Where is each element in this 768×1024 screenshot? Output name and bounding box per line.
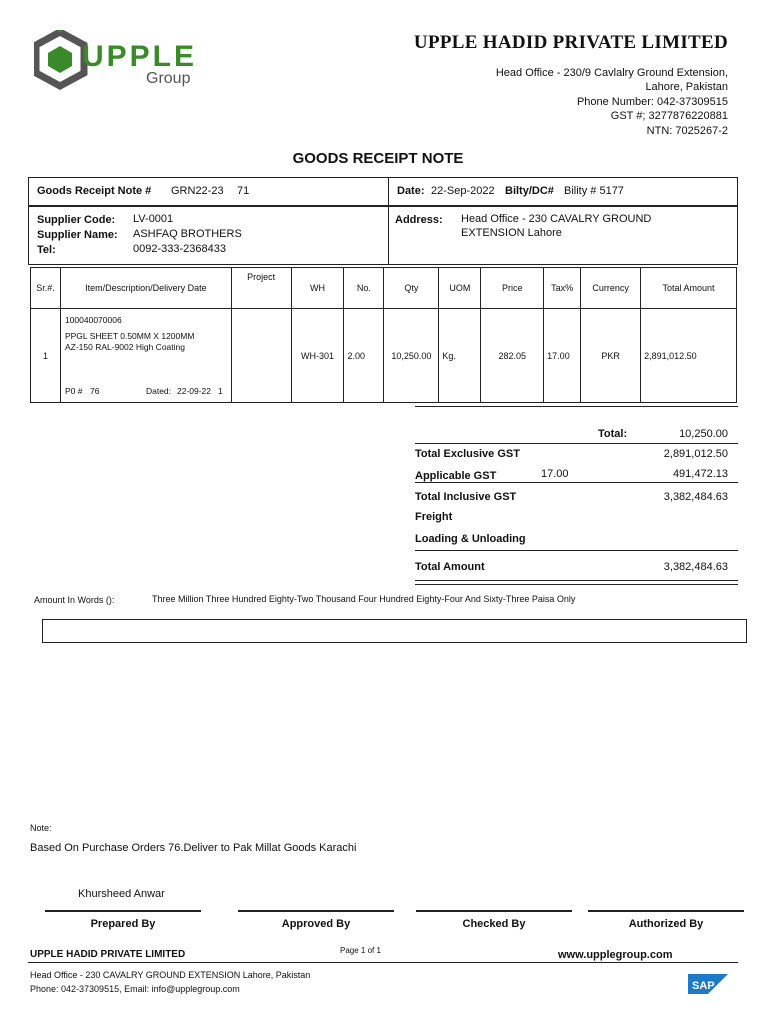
po-number: 76 xyxy=(89,386,100,396)
header-address-line2: Lahore, Pakistan xyxy=(645,81,728,93)
dated-label: Dated: xyxy=(145,386,172,396)
loading-label: Loading & Unloading xyxy=(415,533,526,545)
supplier-name-value: ASHFAQ BROTHERS xyxy=(133,228,242,240)
col-header-total: Total Amount xyxy=(641,268,737,309)
cell-qty: 10,250.00 xyxy=(384,309,439,403)
tel-value: 0092-333-2368433 xyxy=(133,243,226,255)
approved-by-label: Approved By xyxy=(281,918,351,930)
incl-gst-value: 3,382,484.63 xyxy=(663,491,728,503)
page-number: Page 1 of 1 xyxy=(340,946,381,955)
totals-top-line xyxy=(415,406,738,407)
footer-contact: Phone: 042-37309515, Email: info@upplegroup.com xyxy=(30,984,240,994)
prepared-by-name: Khursheed Anwar xyxy=(78,888,165,900)
footer-company: UPPLE HADID PRIVATE LIMITED xyxy=(30,949,186,960)
words-value: Three Million Three Hundred Eighty-Two Thousand Four Hundred Eighty-Four And Sixty-Three Paisa Only xyxy=(152,594,576,604)
total-amount-value: 3,382,484.63 xyxy=(663,561,728,573)
col-header-no: No. xyxy=(344,268,384,309)
checked-by-label: Checked By xyxy=(462,918,526,930)
dated-value: 22-09-22 xyxy=(176,386,211,396)
cell-project xyxy=(231,309,291,403)
cell-sr: 1 xyxy=(31,309,61,403)
date-value: 22-Sep-2022 xyxy=(431,185,495,197)
line-number: 1 xyxy=(217,386,223,396)
cell-item xyxy=(60,309,231,403)
item-code: 100040070006 xyxy=(64,315,122,325)
approved-sig-line xyxy=(238,910,394,912)
tel-label: Tel: xyxy=(37,244,56,256)
bilty-label: Bilty/DC# xyxy=(505,185,554,197)
grn-label: Goods Receipt Note # xyxy=(37,185,152,197)
header-phone: Phone Number: 042-37309515 xyxy=(576,96,728,108)
header-address-line1: Head Office - 230/9 Cavlalry Ground Extension, xyxy=(495,67,728,79)
authorized-sig-line xyxy=(588,910,744,912)
col-header-tax: Tax% xyxy=(544,268,581,309)
logo-text: UPPLE xyxy=(82,40,198,73)
col-header-currency: Currency xyxy=(581,268,641,309)
header-gst: GST #; 3277876220881 xyxy=(610,110,728,122)
grn-number: 71 xyxy=(237,185,250,197)
cell-total: 2,891,012.50 xyxy=(641,309,737,403)
applicable-gst-value: 491,472.13 xyxy=(672,468,728,480)
note-label: Note: xyxy=(30,823,52,833)
remarks-box xyxy=(42,619,747,643)
totals-line xyxy=(415,443,738,444)
cell-no: 2.00 xyxy=(344,309,384,403)
address-line2: EXTENSION Lahore xyxy=(461,227,562,239)
applicable-gst-rate: 17.00 xyxy=(541,468,569,480)
total-qty-value: 10,250.00 xyxy=(679,428,728,440)
authorized-by-label: Authorized By xyxy=(628,918,704,930)
total-qty-label: Total: xyxy=(598,428,628,440)
header-ntn: NTN: 7025267-2 xyxy=(646,125,728,137)
col-header-uom: UOM xyxy=(439,268,481,309)
note-text: Based On Purchase Orders 76.Deliver to Pak Millat Goods Karachi xyxy=(30,842,357,854)
col-header-wh: WH xyxy=(291,268,344,309)
col-header-sr: Sr.#. xyxy=(31,268,61,309)
footer-website[interactable]: www.upplegroup.com xyxy=(558,949,673,961)
supplier-name-label: Supplier Name: xyxy=(37,229,118,241)
sap-logo xyxy=(688,974,728,994)
item-desc-line2: AZ-150 RAL-9002 High Coating xyxy=(64,342,185,352)
double-line-top xyxy=(415,580,738,581)
double-line-bottom xyxy=(415,584,738,585)
table-header-row xyxy=(31,268,737,309)
amount-line xyxy=(415,550,738,551)
po-label: P0 # xyxy=(64,386,83,396)
company-name: UPPLE HADID PRIVATE LIMITED xyxy=(413,32,728,53)
table-row xyxy=(31,309,737,403)
footer-address: Head Office - 230 CAVALRY GROUND EXTENSION Lahore, Pakistan xyxy=(30,970,311,980)
items-table xyxy=(30,267,737,403)
incl-gst-label: Total Inclusive GST xyxy=(415,491,517,503)
date-label: Date: xyxy=(397,185,425,197)
grn-value: GRN22-23 xyxy=(171,185,224,197)
sap-logo-text: SAP xyxy=(692,980,715,992)
logo-group-text: Group xyxy=(146,70,191,87)
cell-uom: Kg. xyxy=(439,309,481,403)
col-header-qty: Qty xyxy=(384,268,439,309)
col-header-price: Price xyxy=(481,268,544,309)
prepared-by-label: Prepared By xyxy=(90,918,156,930)
address-label: Address: xyxy=(395,214,443,226)
cell-currency: PKR xyxy=(581,309,641,403)
checked-sig-line xyxy=(416,910,572,912)
excl-gst-value: 2,891,012.50 xyxy=(663,448,728,460)
footer-line xyxy=(28,962,738,963)
prepared-sig-line xyxy=(45,910,201,912)
freight-label: Freight xyxy=(415,511,453,523)
col-header-item: Item/Description/Delivery Date xyxy=(60,268,231,309)
document-title: GOODS RECEIPT NOTE xyxy=(292,150,464,167)
item-desc-line1: PPGL SHEET 0.50MM X 1200MM xyxy=(64,331,195,341)
cell-wh: WH-301 xyxy=(291,309,344,403)
cell-price: 282.05 xyxy=(481,309,544,403)
words-label: Amount In Words (): xyxy=(34,595,115,605)
excl-gst-label: Total Exclusive GST xyxy=(415,448,520,460)
gst-line xyxy=(415,482,738,483)
supplier-code-value: LV-0001 xyxy=(133,213,174,225)
applicable-gst-label: Applicable GST xyxy=(415,470,497,482)
total-amount-label: Total Amount xyxy=(415,561,485,573)
supplier-code-label: Supplier Code: xyxy=(37,214,116,226)
cell-tax: 17.00 xyxy=(544,309,581,403)
col-header-project: Project xyxy=(231,268,291,309)
bilty-value: Bility # 5177 xyxy=(564,185,624,197)
address-line1: Head Office - 230 CAVALRY GROUND xyxy=(461,213,652,225)
